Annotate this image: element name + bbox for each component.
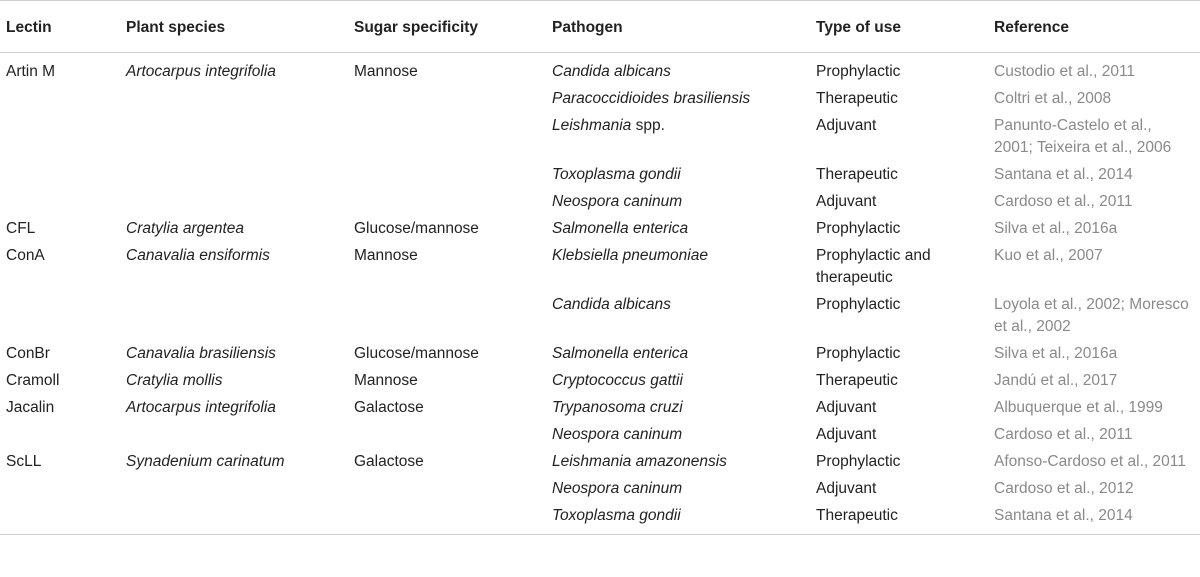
pathogen-name: Trypanosoma cruzi [552,399,683,416]
cell-plant-species: Cratylia mollis [126,372,223,389]
cell-reference: Loyola et al., 2002; Moresco et al., 2002 [994,296,1189,335]
cell-plant-species: Synadenium carinatum [126,453,285,470]
cell-plant-species [120,189,348,216]
table-row [0,503,1200,535]
cell-pathogen [546,189,810,216]
table-header [0,1,1200,53]
cell-pathogen [546,216,810,243]
cell-reference: Coltri et al., 2008 [994,90,1112,107]
cell-type-of-use: Adjuvant [816,117,877,134]
pathogen-name: Toxoplasma gondii [552,166,681,183]
cell-lectin: Cramoll [6,372,60,389]
pathogen-name: Neospora caninum [552,480,683,497]
cell-sugar-specificity: Glucose/mannose [354,220,479,237]
cell-sugar-specificity [348,162,546,189]
pathogen-name: Neospora caninum [552,426,683,443]
cell-plant-species: Canavalia brasiliensis [126,345,276,362]
cell-plant-species [120,476,348,503]
cell-type-of-use: Prophylactic and therapeutic [816,247,931,286]
cell-pathogen [546,243,810,292]
pathogen-name: Klebsiella pneumoniae [552,247,708,264]
cell-sugar-specificity [348,86,546,113]
cell-lectin [0,503,120,535]
cell-lectin [0,113,120,162]
header-type-of-use: Type of use [810,1,988,53]
cell-reference: Santana et al., 2014 [994,166,1133,183]
cell-pathogen [546,292,810,341]
cell-type-of-use: Adjuvant [816,193,877,210]
table-row [0,189,1200,216]
cell-reference: Afonso-Cardoso et al., 2011 [994,453,1186,470]
cell-plant-species [120,422,348,449]
pathogen-name: Candida albicans [552,296,671,313]
header-plant-species: Plant species [120,1,348,53]
cell-type-of-use: Therapeutic [810,503,988,535]
pathogen-name: Paracoccidioides brasiliensis [552,90,751,107]
table-row [0,216,1200,243]
cell-reference: Cardoso et al., 2012 [994,480,1134,497]
cell-sugar-specificity [348,422,546,449]
table-row [0,395,1200,422]
cell-reference: Panunto-Castelo et al., 2001; Teixeira et al., 2006 [994,117,1172,156]
cell-type-of-use: Therapeutic [816,90,898,107]
cell-pathogen [546,113,810,162]
cell-lectin: ScLL [6,453,42,470]
header-row [0,1,1200,53]
cell-lectin: ConA [6,247,45,264]
cell-plant-species: Artocarpus integrifolia [126,399,276,416]
table-row [0,162,1200,189]
cell-sugar-specificity [348,503,546,535]
cell-pathogen [546,341,810,368]
cell-sugar-specificity: Glucose/mannose [354,345,479,362]
cell-type-of-use: Prophylactic [816,453,901,470]
cell-reference: Custodio et al., 2011 [994,63,1136,80]
cell-pathogen [546,162,810,189]
cell-plant-species: Artocarpus integrifolia [126,63,276,80]
cell-type-of-use: Adjuvant [816,426,877,443]
cell-reference: Kuo et al., 2007 [994,247,1103,264]
pathogen-name: Cryptococcus gattii [552,372,683,389]
cell-lectin [0,162,120,189]
cell-plant-species [120,162,348,189]
cell-pathogen [546,449,810,476]
cell-lectin: Artin M [6,63,56,80]
cell-reference: Silva et al., 2016a [994,345,1118,362]
pathogen-qualifier: spp. [631,117,665,134]
header-lectin: Lectin [0,1,120,53]
cell-sugar-specificity: Mannose [354,372,418,389]
cell-pathogen [546,503,810,535]
cell-pathogen [546,395,810,422]
cell-plant-species [120,503,348,535]
pathogen-name: Neospora caninum [552,193,683,210]
cell-sugar-specificity [348,113,546,162]
table-row [0,53,1200,87]
cell-lectin [0,86,120,113]
cell-sugar-specificity: Mannose [354,63,418,80]
table-row [0,422,1200,449]
header-pathogen: Pathogen [546,1,810,53]
table-body [0,53,1200,535]
cell-reference: Silva et al., 2016a [994,220,1118,237]
cell-plant-species: Cratylia argentea [126,220,245,237]
cell-type-of-use: Prophylactic [816,220,901,237]
header-sugar-specificity: Sugar specificity [348,1,546,53]
pathogen-name: Salmonella enterica [552,345,689,362]
cell-reference: Cardoso et al., 2011 [994,426,1133,443]
cell-type-of-use: Therapeutic [816,372,898,389]
pathogen-name: Leishmania [552,117,632,134]
table-row [0,476,1200,503]
cell-lectin [0,476,120,503]
cell-lectin: ConBr [6,345,50,362]
cell-pathogen [546,422,810,449]
pathogen-name: Salmonella enterica [552,220,689,237]
cell-plant-species: Canavalia ensiformis [126,247,270,264]
table-row [0,368,1200,395]
cell-type-of-use: Prophylactic [816,296,901,313]
table-row [0,86,1200,113]
table-row [0,113,1200,162]
cell-type-of-use: Prophylactic [816,63,901,80]
cell-sugar-specificity: Galactose [354,453,424,470]
cell-sugar-specificity: Mannose [354,247,418,264]
cell-lectin [0,422,120,449]
cell-pathogen [546,368,810,395]
cell-pathogen [546,86,810,113]
cell-lectin: Jacalin [6,399,55,416]
table-row [0,341,1200,368]
cell-pathogen [546,476,810,503]
cell-sugar-specificity [348,476,546,503]
table-row [0,243,1200,292]
table-row [0,449,1200,476]
cell-plant-species [120,86,348,113]
cell-reference: Jandú et al., 2017 [994,372,1118,389]
table-row [0,292,1200,341]
pathogen-name: Toxoplasma gondii [552,507,681,524]
cell-type-of-use: Adjuvant [816,399,877,416]
cell-sugar-specificity: Galactose [354,399,424,416]
cell-sugar-specificity [348,189,546,216]
pathogen-name: Candida albicans [552,63,671,80]
header-reference: Reference [988,1,1200,53]
cell-plant-species [120,113,348,162]
cell-reference: Cardoso et al., 2011 [994,193,1133,210]
cell-type-of-use: Prophylactic [816,345,901,362]
cell-type-of-use: Adjuvant [816,480,877,497]
cell-lectin [0,189,120,216]
cell-reference: Albuquerque et al., 1999 [994,399,1163,416]
cell-type-of-use: Therapeutic [816,166,898,183]
cell-plant-species [120,292,348,341]
cell-pathogen [546,53,810,87]
cell-reference: Santana et al., 2014 [988,503,1200,535]
pathogen-name: Leishmania amazonensis [552,453,727,470]
cell-lectin [0,292,120,341]
cell-sugar-specificity [348,292,546,341]
cell-lectin: CFL [6,220,36,237]
